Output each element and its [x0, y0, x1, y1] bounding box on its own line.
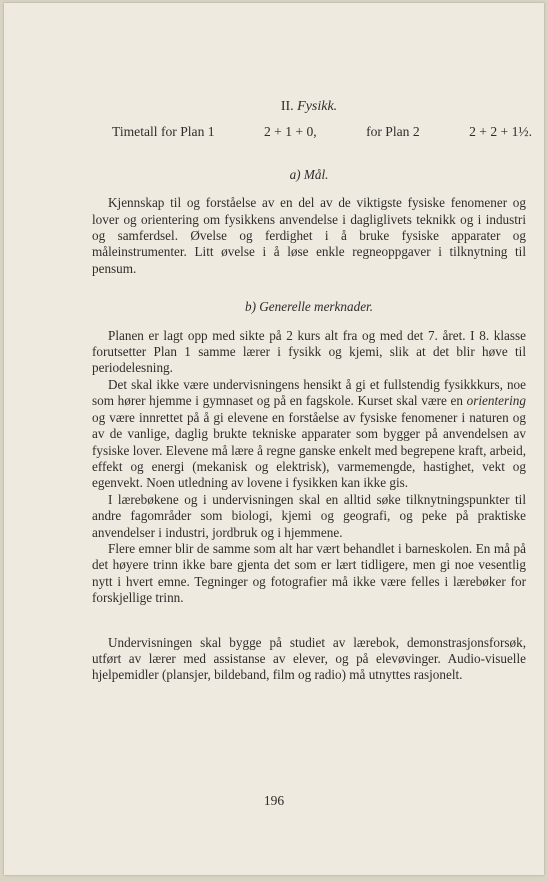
page-number: 196: [263, 793, 285, 808]
timetable-plan2-label: for Plan 2: [366, 124, 420, 140]
subsection-a-text: Kjennskap til og forståelse av en del av de viktigste fysiske fenomener og lover og orientering om fysikkens anvendelse i dagliglivets teknikk og i industri og samferdsel. Øvelse og ferdighet i å bruke fysiske apparater og måleinstrumenter. Litt øvelse i å løse enkle regneoppgaver i tilknytning til pensum.: [92, 195, 526, 276]
subsection-b-heading: b) Generelle merknader.: [244, 299, 374, 315]
timetable-plan1: 2 + 1 + 0,: [263, 124, 317, 140]
paragraph-5: Undervisningen skal bygge på studiet av lærebok, demonstrasjonsforsøk, utført av lærer med assistanse av elever, og på elevøvinger. Audio-visuelle hjelpemidler (plansjer, bildeband, film og radio) må utnyttes rasjonelt.: [92, 634, 526, 683]
section-title: [92, 99, 526, 115]
timetable-label: Timetall for Plan 1: [112, 124, 215, 140]
paragraph-4: Flere emner blir de samme som alt har vært behandlet i barneskolen. En må på det høyere trinn ikke bare gjenta det som er lært tidligere, men gi noe vesentlig nytt i hvert emne. Tegninger og fotografier må ikke være felles i lærebøker for forskjellige trinn.: [92, 540, 526, 606]
page-content: [92, 99, 532, 684]
emphasis-orientering: orientering: [466, 393, 526, 409]
document-page: [4, 3, 544, 875]
timetable-plan2: 2 + 2 + 1½.: [469, 124, 532, 140]
paragraph-2: Det skal ikke være undervisningens hensikt å gi et fullstendig fysikkkurs, noe som hører hjemme i gymnaset og på en fagskole. Kurset skal være en orientering og være innrettet på å gi elevene en forståelse av fysiske fenomener i naturen og av de vanlige, daglig brukte tekniske apparater som bygger på anvendelsen av fysiske lover. Elevene må lære å regne ganske enkelt med begrepene kraft, arbeid, effekt og energi (mekanisk og elektrisk), varmemengde, hastighet, vekt og egenvekt. Noen utledning av lovene i fysikken kan ikke gis.: [92, 376, 526, 491]
paragraph-3: I lærebøkene og i undervisningen skal en alltid søke tilknytningspunkter til andre fagområder som biologi, kjemi og geografi, og peke på praktiske anvendelser i industri, jordbruk og i hjemmene.: [92, 491, 526, 540]
section-roman: II.: [280, 99, 294, 114]
subsection-a-heading: a) Mål.: [289, 166, 329, 182]
timetable-line: [112, 124, 532, 140]
section-name: Fysikk.: [297, 99, 338, 114]
paragraph-1: Planen er lagt opp med sikte på 2 kurs alt fra og med det 7. året. I 8. klasse forutsetter Plan 1 samme lærer i fysikk og kjemi, slik at det blir høve til periodelesning.: [92, 327, 526, 376]
spacer: [92, 607, 526, 635]
